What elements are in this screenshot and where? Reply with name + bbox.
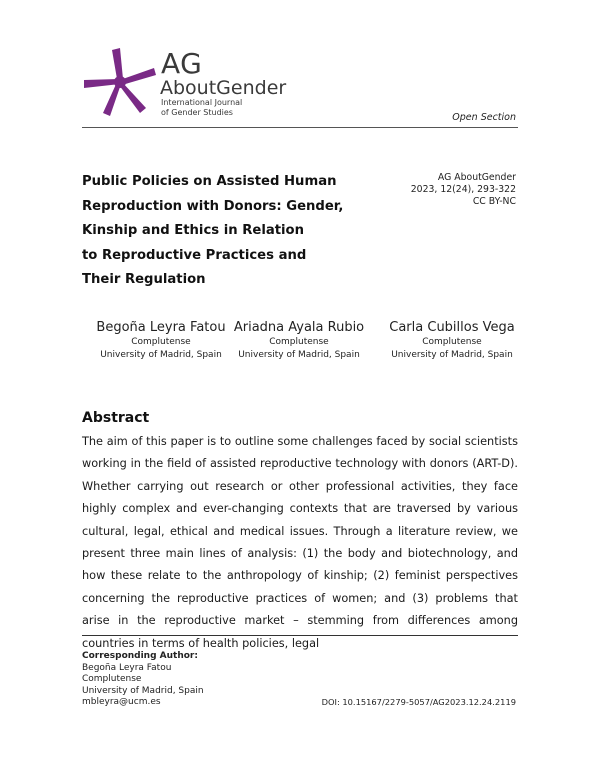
footer-divider: [82, 635, 518, 636]
author-name: Begoña Leyra Fatou: [96, 320, 226, 335]
corresponding-institution: Complutense: [82, 674, 142, 684]
author-affiliation: University of Madrid, Spain: [238, 350, 360, 360]
journal-logo-icon: [82, 46, 160, 120]
abstract-text: The aim of this paper is to outline some challenges faced by social scientists working in the field of assisted reproductive technology with donors (ART-D). Whether carrying out research or other professional activities, they face highly complex and ever-changing contexts that are traversed by various cultural, legal, ethical and medical issues. Through a literature review, we present three main lines of analysis: (1) the body and biotechnology, and how these relate to the anthropology of kinship; (2) feminist perspectives concerning the reproductive practices of women; and (3) problems that arise in the reproductive market – stemming from differences among countries in terms of health policies, legal: [82, 435, 518, 650]
logo-subtitle: [161, 98, 242, 118]
author-block: [377, 320, 527, 362]
logo-name: AboutGender: [160, 77, 287, 99]
header-divider: [82, 127, 518, 128]
logo-subtitle-line1: International Journal: [161, 98, 243, 107]
author-name: Ariadna Ayala Rubio: [233, 320, 365, 335]
corresponding-author: [82, 651, 204, 709]
corresponding-label: Corresponding Author:: [82, 651, 198, 661]
journal-info: [411, 172, 516, 208]
author-block: [224, 320, 374, 362]
logo-abbrev: AG: [161, 47, 203, 80]
section-label: Open Section: [452, 112, 516, 123]
author-affiliation: University of Madrid, Spain: [391, 350, 513, 360]
author-affiliation: Complutense: [131, 337, 191, 347]
author-affiliation: University of Madrid, Spain: [100, 350, 222, 360]
author-affiliation: Complutense: [269, 337, 329, 347]
journal-citation: 2023, 12(24), 293-322: [410, 184, 516, 195]
author-affiliation: Complutense: [422, 337, 482, 347]
title-line: Their Regulation: [82, 272, 206, 287]
corresponding-institution: University of Madrid, Spain: [82, 685, 204, 696]
journal-name: AG AboutGender: [437, 172, 516, 183]
corresponding-name: Begoña Leyra Fatou: [82, 662, 172, 673]
abstract-heading: Abstract: [82, 410, 150, 426]
title-line: Reproduction with Donors: Gender,: [82, 198, 344, 214]
doi[interactable]: DOI: 10.15167/2279-5057/AG2023.12.24.2119: [321, 697, 516, 707]
title-line: Kinship and Ethics in Relation: [82, 223, 305, 238]
logo-subtitle-line2: of Gender Studies: [161, 108, 233, 117]
article-title: [82, 170, 372, 293]
title-line: Public Policies on Assisted Human: [82, 174, 337, 189]
author-block: [86, 320, 236, 362]
author-name: Carla Cubillos Vega: [389, 320, 515, 335]
corresponding-email[interactable]: mbleyra@ucm.es: [82, 697, 161, 707]
title-line: to Reproductive Practices and: [82, 247, 307, 263]
license: CC BY-NC: [472, 196, 516, 207]
